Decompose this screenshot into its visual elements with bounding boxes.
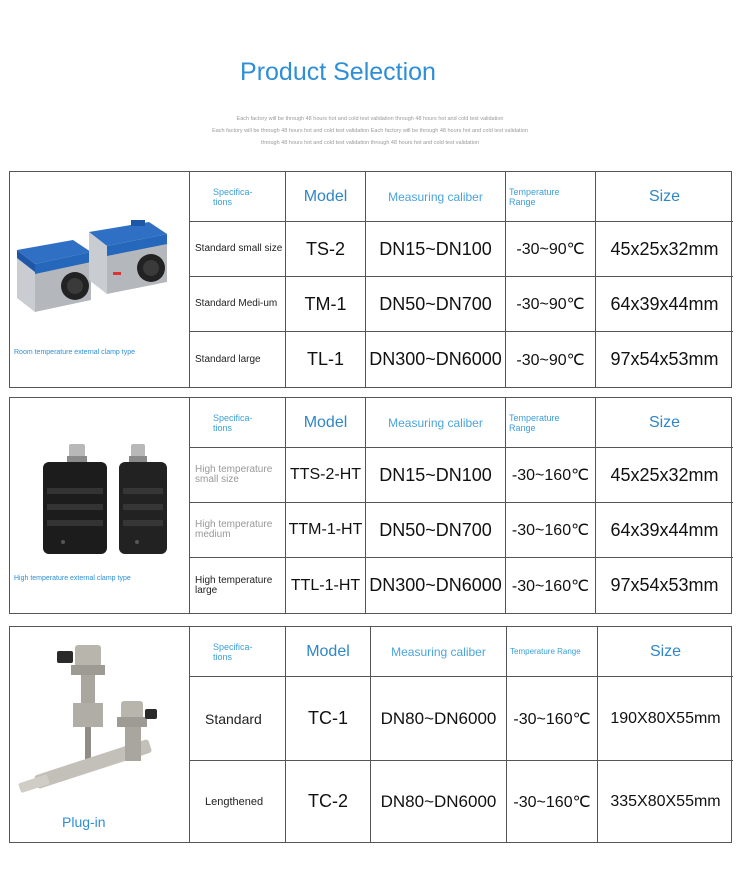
- row-model: TTS-2-HT: [286, 448, 366, 503]
- row-temperature: -30~160℃: [506, 558, 596, 613]
- header-model: Model: [286, 398, 366, 448]
- header-temperature-range: Temperature Range: [506, 398, 596, 448]
- image-caption: Room temperature external clamp type: [14, 349, 135, 356]
- header-size: Size: [598, 627, 733, 677]
- row-temperature: -30~90℃: [506, 222, 596, 277]
- row-size: 335X80X55mm: [610, 792, 721, 810]
- subtitle-line-1: Each factory will be through 48 hours hot and cold test validation through 48 hours hot and cold test validation: [236, 116, 504, 122]
- row-model: TC-2: [286, 761, 371, 842]
- row-spec: Standard: [189, 677, 286, 761]
- header-measuring-caliber: Measuring caliber: [366, 172, 506, 222]
- section-room-temperature: [9, 171, 732, 388]
- header-specifications: Specifica- tions: [189, 172, 286, 222]
- high-temp-transducer-image: [13, 438, 185, 558]
- row-model: TM-1: [286, 277, 366, 332]
- header-temperature-range: Temperature Range: [506, 172, 596, 222]
- row-size: 190X80X55mm: [598, 677, 733, 761]
- row-size: 45x25x32mm: [596, 448, 733, 503]
- row-spec: Standard Medi-um: [189, 277, 286, 332]
- header-measuring-caliber: Measuring caliber: [366, 398, 506, 448]
- product-image-cell: [10, 627, 190, 842]
- section-high-temperature: [9, 397, 732, 614]
- row-caliber: DN300~DN6000: [366, 332, 506, 387]
- row-temperature: -30~160℃: [506, 503, 596, 558]
- row-caliber: DN300~DN6000: [366, 558, 506, 613]
- row-model: TC-1: [286, 677, 371, 761]
- row-spec: High temperature large: [189, 558, 286, 613]
- row-size: 64x39x44mm: [596, 503, 733, 558]
- row-temperature: -30~90℃: [506, 332, 596, 387]
- row-spec: High temperature small size: [189, 448, 286, 503]
- page-title: Product Selection: [240, 58, 436, 86]
- header-size: Size: [596, 172, 733, 222]
- subtitle-line-3: through 48 hours hot and cold test validation through 48 hours hot and cold test validation: [260, 140, 479, 146]
- row-temperature: -30~160℃: [506, 448, 596, 503]
- image-caption: Plug-in: [62, 814, 106, 830]
- product-image-cell: [10, 398, 190, 613]
- row-caliber: DN15~DN100: [366, 222, 506, 277]
- row-spec: Standard small size: [189, 222, 286, 277]
- header-specifications: Specifica- tions: [189, 398, 286, 448]
- row-model: TTL-1-HT: [286, 558, 366, 613]
- header-specifications: Specifica- tions: [189, 627, 286, 677]
- header-model: Model: [286, 627, 371, 677]
- row-caliber: DN80~DN6000: [371, 761, 507, 842]
- row-size: 97x54x53mm: [610, 575, 719, 595]
- row-model: TS-2: [286, 222, 366, 277]
- row-size: 45x25x32mm: [596, 222, 733, 277]
- image-caption: High temperature external clamp type: [14, 575, 131, 582]
- section-plug-in: [9, 626, 732, 843]
- row-caliber: DN15~DN100: [366, 448, 506, 503]
- row-size: 97x54x53mm: [610, 349, 719, 369]
- row-caliber: DN50~DN700: [366, 503, 506, 558]
- header-model: Model: [286, 172, 366, 222]
- row-size: 64x39x44mm: [596, 277, 733, 332]
- row-temperature: -30~90℃: [506, 277, 596, 332]
- header-size: Size: [596, 398, 733, 448]
- row-caliber: DN50~DN700: [366, 277, 506, 332]
- row-temperature: -30~160℃: [507, 677, 598, 761]
- row-spec: Standard large: [189, 332, 286, 387]
- row-caliber: DN80~DN6000: [371, 677, 507, 761]
- row-spec: High temperature medium: [189, 503, 286, 558]
- header-temperature-range: Temperature Range: [507, 627, 598, 677]
- header-measuring-caliber: Measuring caliber: [371, 627, 507, 677]
- plug-in-sensor-image: [13, 641, 185, 811]
- row-temperature: -30~160℃: [507, 761, 598, 842]
- clamp-transducer-image: [13, 212, 185, 332]
- row-model: TL-1: [286, 332, 366, 387]
- product-image-cell: [10, 172, 190, 387]
- row-spec: Lengthened: [189, 761, 286, 842]
- subtitle-line-2: Each factory will be through 48 hours hot and cold test validation Each factory will be through 48 hours hot and cold test validation: [212, 128, 528, 134]
- row-model: TTM-1-HT: [286, 503, 366, 558]
